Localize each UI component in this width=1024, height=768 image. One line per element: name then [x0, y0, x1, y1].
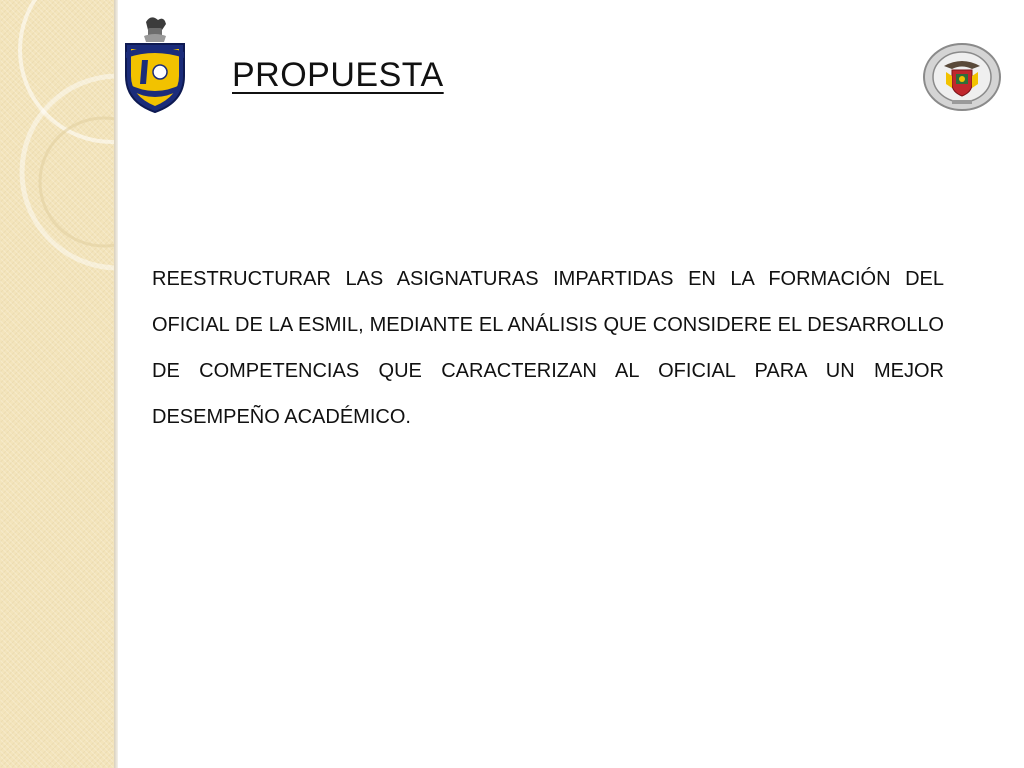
ring-decoration: [0, 0, 114, 768]
university-seal-icon: [922, 42, 1002, 117]
school-crest-icon: [118, 14, 192, 119]
side-panel: [0, 0, 114, 768]
slide-title: PROPUESTA: [232, 56, 444, 94]
proposal-text: REESTRUCTURAR LAS ASIGNATURAS IMPARTIDAS EN LA FORMACIÓN DEL OFICIAL DE LA ESMIL, MEDIANTE EL ANÁLISIS QUE CONSIDERE EL DESARROLLO DE COMPETENCIAS QUE CARACTERIZAN AL OFICIAL PARA UN MEJOR DESEMPEÑO ACADÉMICO.: [152, 268, 944, 428]
